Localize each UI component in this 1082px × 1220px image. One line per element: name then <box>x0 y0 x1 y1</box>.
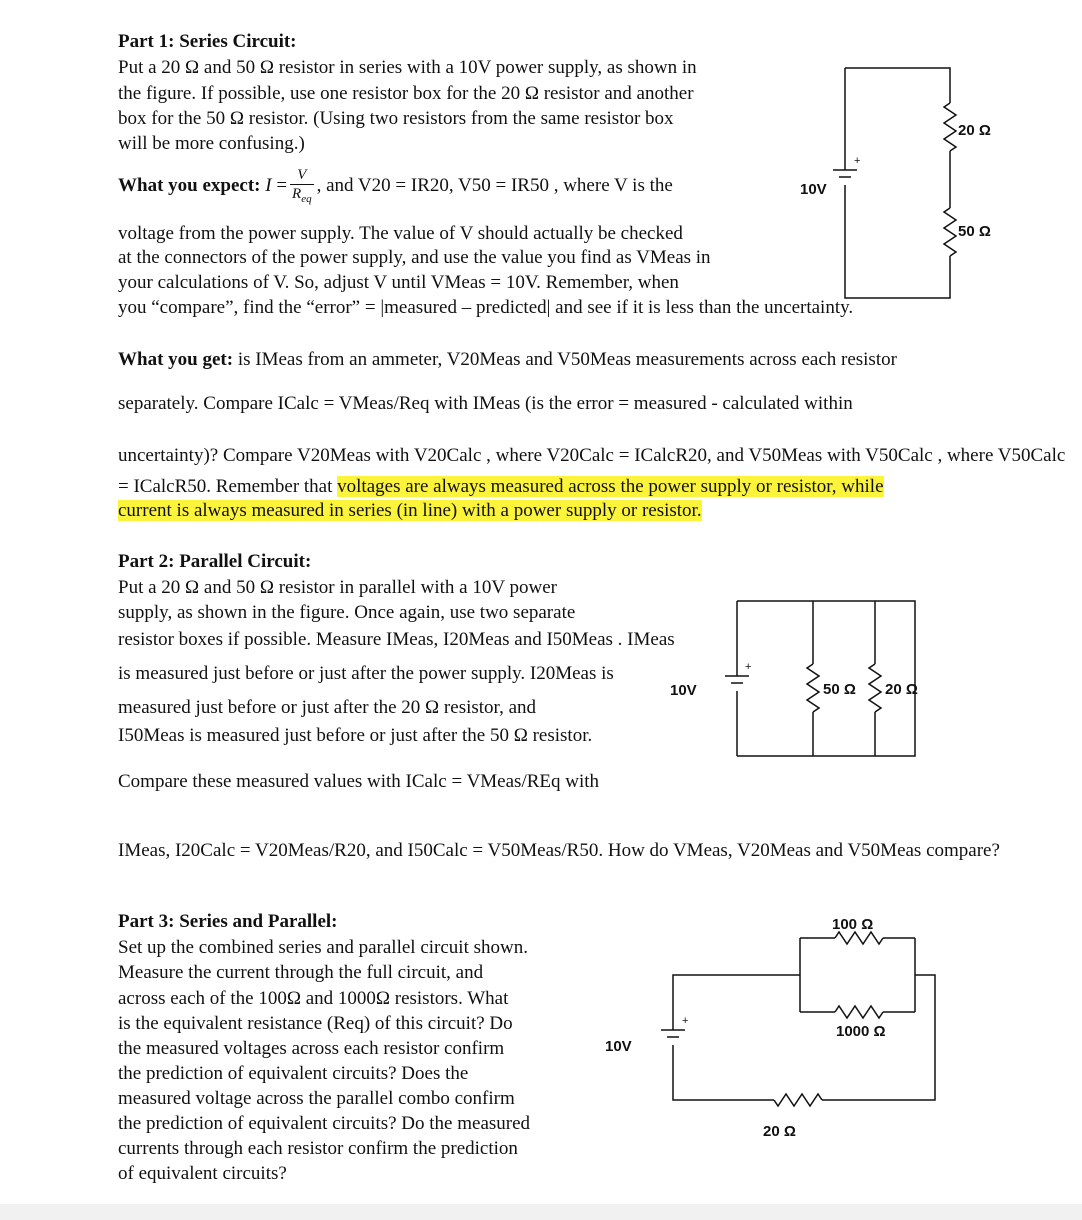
series-circuit-diagram <box>790 58 1050 308</box>
resistor-label: 1000 Ω <box>836 1023 886 1040</box>
formula-fraction: $\frac{V}{R_{eq}}$ <box>292 166 312 205</box>
part1-get-line4 <box>118 475 884 499</box>
part3-line: measured voltage across the parallel combo confirm <box>118 1088 515 1109</box>
expect-tail: , and V20 = IR20, V50 = IR50 , where V is the <box>316 175 673 196</box>
part3-line: across each of the 100Ω and 1000Ω resistors. What <box>118 988 509 1009</box>
resistor-20-symbol <box>869 664 881 712</box>
part2-line: measured just before or just after the 20 Ω resistor, and <box>118 697 537 718</box>
part2-line: I50Meas is measured just before or just after the 50 Ω resistor. <box>118 725 593 746</box>
source-label: 10V <box>670 682 697 699</box>
part1-heading: Part 1: Series Circuit: <box>118 31 297 52</box>
part1-line: Put a 20 Ω and 50 Ω resistor in series with a 10V power supply, as shown in <box>118 57 697 78</box>
resistor-50-symbol <box>944 208 956 256</box>
part3-line: the prediction of equivalent circuits? Do the measured <box>118 1113 531 1134</box>
resistor-label: 20 Ω <box>885 681 918 698</box>
part3-line: the prediction of equivalent circuits? Does the <box>118 1063 469 1084</box>
get-line4-text: = ICalcR50. Remember that <box>118 476 333 497</box>
part3-line: is the equivalent resistance (Req) of this circuit? Do <box>118 1013 513 1034</box>
plus-sign: + <box>745 661 752 673</box>
part1-get-line2: separately. Compare ICalc = VMeas/Req with IMeas (is the error = measured - calculated within <box>118 393 853 414</box>
resistor-label: 50 Ω <box>823 681 856 698</box>
part3-line: of equivalent circuits? <box>118 1163 287 1184</box>
part1-line: will be more confusing.) <box>118 133 305 154</box>
highlight-text: current is always measured in series (in line) with a power supply or resistor. <box>118 500 702 521</box>
part3-line: the measured voltages across each resistor confirm <box>118 1038 505 1059</box>
part1-get-line5 <box>118 499 702 523</box>
part1-get-line3: uncertainty)? Compare V20Meas with V20Calc , where V20Calc = ICalcR20, and V50Meas with V50Calc , where V50Calc <box>118 445 1066 466</box>
part1-get-line <box>118 348 897 372</box>
part1-line: you “compare”, find the “error” = |measured – predicted| and see if it is less than the uncertainty. <box>118 297 854 318</box>
part2-compare-line: Compare these measured values with ICalc = VMeas/REq with <box>118 771 600 792</box>
get-line1: is IMeas from an ammeter, V20Meas and V50Meas measurements across each resistor <box>237 349 897 370</box>
resistor-1000-symbol <box>835 1006 883 1018</box>
part1-line: the figure. If possible, use one resistor box for the 20 Ω resistor and another <box>118 83 694 104</box>
part2-line: resistor boxes if possible. Measure IMeas, I20Meas and I50Meas . IMeas <box>118 629 675 650</box>
plus-sign: + <box>854 155 861 167</box>
part3-line: currents through each resistor confirm the prediction <box>118 1138 518 1159</box>
part3-heading: Part 3: Series and Parallel: <box>118 911 338 932</box>
part3-line: Set up the combined series and parallel circuit shown. <box>118 937 528 958</box>
part2-last-line: IMeas, I20Calc = V20Meas/R20, and I50Calc = V50Meas/R50. How do VMeas, V20Meas and V50Meas compare? <box>118 840 1000 861</box>
expect-label: What you expect: <box>118 175 261 196</box>
combined-circuit-diagram <box>600 910 950 1145</box>
highlight-text: voltages are always measured across the power supply or resistor, while <box>337 476 884 497</box>
resistor-label: 100 Ω <box>832 916 874 933</box>
resistor-20-symbol <box>774 1094 822 1106</box>
bottom-scroll-bar <box>0 1204 1082 1220</box>
source-label: 10V <box>800 181 827 198</box>
resistor-label: 50 Ω <box>958 223 991 240</box>
part2-line: is measured just before or just after the power supply. I20Meas is <box>118 663 614 684</box>
part2-line: supply, as shown in the figure. Once again, use two separate <box>118 602 576 623</box>
resistor-20-symbol <box>944 103 956 151</box>
part1-line: your calculations of V. So, adjust V until VMeas = 10V. Remember, when <box>118 272 679 293</box>
resistor-50-symbol <box>807 664 819 712</box>
resistor-label: 20 Ω <box>763 1123 796 1140</box>
part2-line: Put a 20 Ω and 50 Ω resistor in parallel with a 10V power <box>118 577 557 598</box>
part1-line: at the connectors of the power supply, and use the value you find as VMeas in <box>118 247 711 268</box>
get-label: What you get: <box>118 349 234 370</box>
part1-expect-line: What you expect: I = $\frac{V}{R_{eq}}$ , and V20 = IR20, V50 = IR50 , where V is the <box>118 160 673 212</box>
resistor-100-symbol <box>835 932 883 944</box>
part3-line: Measure the current through the full circuit, and <box>118 962 484 983</box>
source-label: 10V <box>605 1038 632 1055</box>
resistor-label: 20 Ω <box>958 122 991 139</box>
parallel-circuit-diagram <box>665 596 985 766</box>
part1-line: voltage from the power supply. The value of V should actually be checked <box>118 223 683 244</box>
part1-line: box for the 50 Ω resistor. (Using two resistors from the same resistor box <box>118 108 674 129</box>
part2-heading: Part 2: Parallel Circuit: <box>118 551 312 572</box>
plus-sign: + <box>682 1015 689 1027</box>
